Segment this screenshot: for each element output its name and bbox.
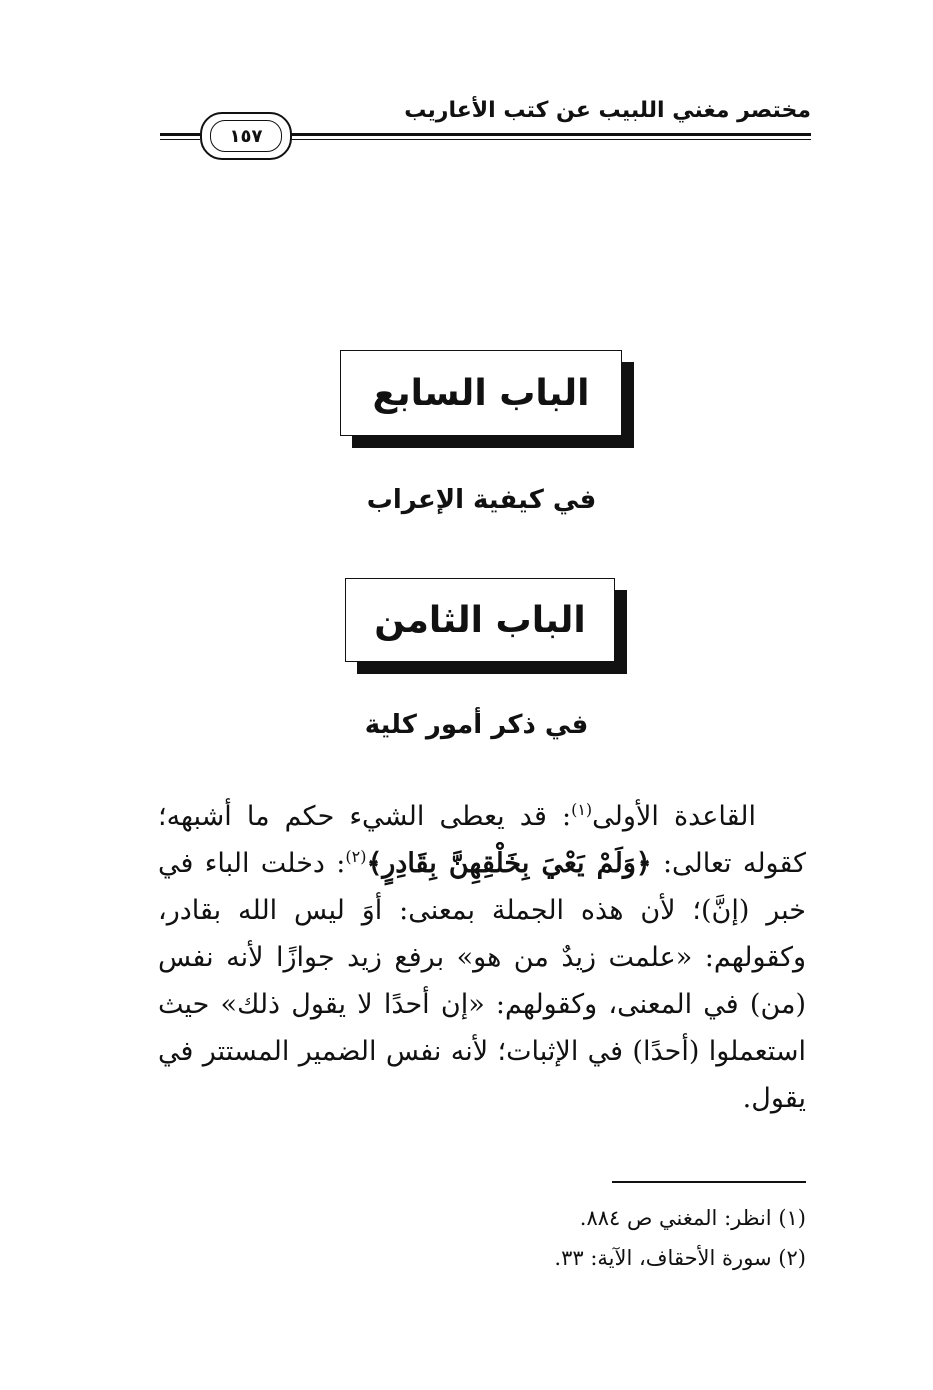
- footnotes: [554, 1198, 806, 1278]
- body-part-1: : قد يعطى الشيء حكم ما أشبهه؛ كقوله تعالى:: [158, 801, 807, 879]
- header-rule: [288, 133, 811, 136]
- book-title: مختصر مغني اللبيب عن كتب الأعاريب: [404, 98, 811, 123]
- page-number: ١٥٧: [210, 120, 282, 152]
- footnote-ref-2: (٢): [345, 847, 367, 866]
- page-number-badge: [200, 112, 292, 160]
- chapter-8-title-box: [345, 578, 615, 662]
- quran-verse: ﴿وَلَمْ يَعْيَ بِخَلْقِهِنَّ بِقَادِرٍ﴾: [366, 848, 652, 879]
- chapter-8-subtitle: في ذكر أمور كلية: [364, 710, 589, 740]
- footnote-ref-1: (١): [571, 800, 593, 819]
- body-part-2: : دخلت الباء في خبر (إنَّ)؛ لأن هذه الجملة بمعنى: أوَ ليس الله بقادر، وكقولهم: «علمت زيدٌ من هو» برفع زيد جوازًا لأنه نفس (من) في المعنى، وكقولهم: «إن أحدًا لا يقول ذلك» حيث استعملوا (أحدًا) في الإثبات؛ لأنه نفس الضمير المستتر في يقول.: [158, 848, 806, 1114]
- chapter-7-subtitle: في كيفية الإعراب: [366, 485, 597, 515]
- header-rule-thin: [288, 139, 811, 140]
- body-paragraph: [158, 793, 806, 1122]
- chapter-8-title: الباب الثامن: [374, 599, 586, 641]
- header-rule-left: [160, 133, 200, 136]
- footnote-separator: [612, 1181, 806, 1183]
- footnote-1: (١) انظر: المغني ص ٨٨٤.: [579, 1206, 806, 1230]
- chapter-7-title: الباب السابع: [372, 372, 590, 414]
- rule-label: القاعدة الأولى: [592, 801, 756, 832]
- header-rule-left-thin: [160, 139, 200, 140]
- footnote-2: (٢) سورة الأحقاف، الآية: ٣٣.: [554, 1246, 806, 1270]
- chapter-7-title-box: [340, 350, 622, 436]
